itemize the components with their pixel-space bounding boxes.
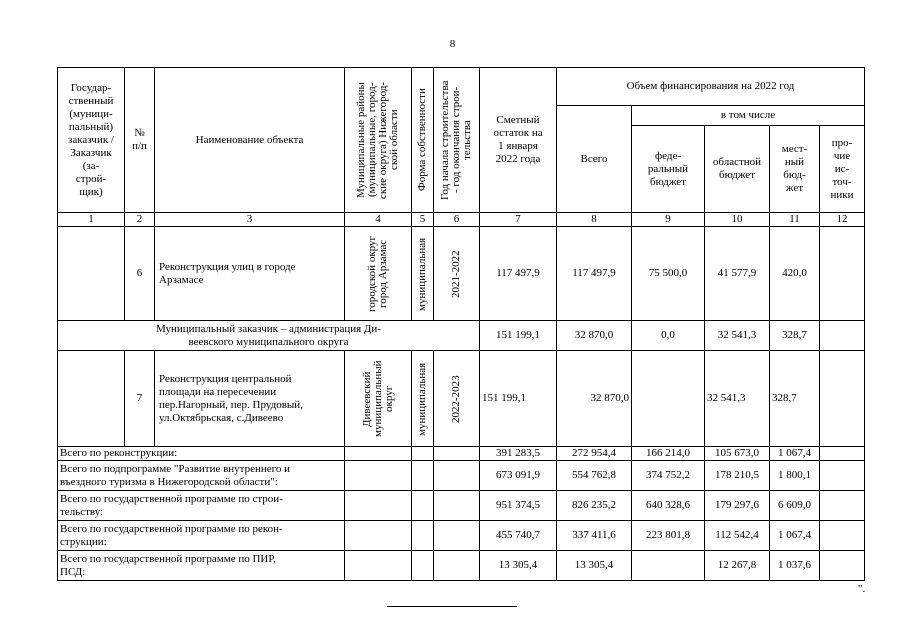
local-value: 1 067,4 (770, 521, 820, 551)
total-row (58, 521, 865, 551)
balance-value: 391 283,5 (480, 447, 557, 461)
regional-value: 179 297,6 (705, 491, 770, 521)
header-including: в том числе (632, 106, 865, 126)
local-value: 420,0 (770, 227, 820, 321)
total-label: Всего по государственной программе по ПИР, ПСД: (58, 551, 345, 581)
federal-value: 374 752,2 (632, 461, 705, 491)
other-value (820, 321, 865, 351)
total-label: Всего по подпрограмме "Развитие внутреннего и въездного туризма в Нижегородской области": (58, 461, 345, 491)
regional-value: 32 541,3 (705, 351, 770, 447)
federal-value (632, 351, 705, 447)
regional-value: 178 210,5 (705, 461, 770, 491)
header-customer: Государ- ственный (муници- пальный) заказчик / Заказчик (за- строй- щик) (58, 68, 125, 213)
regional-value: 112 542,4 (705, 521, 770, 551)
total-row (58, 491, 865, 521)
total-value: 32 870,0 (557, 321, 632, 351)
header-regional: областной бюджет (705, 126, 770, 213)
balance-value: 117 497,9 (480, 227, 557, 321)
federal-value: 166 214,0 (632, 447, 705, 461)
page-number: 8 (449, 38, 456, 50)
balance-value: 455 740,7 (480, 521, 557, 551)
other-value (820, 447, 865, 461)
col-number: 10 (705, 213, 770, 227)
header-other: про- чие ис- точ- ники (820, 126, 865, 213)
regional-value: 105 673,0 (705, 447, 770, 461)
footer-rule (387, 606, 517, 607)
total-label: Всего по государственной программе по рекон- струкции: (58, 521, 345, 551)
local-value: 1 067,4 (770, 447, 820, 461)
local-value: 1 800,1 (770, 461, 820, 491)
local-value: 328,7 (770, 351, 820, 447)
object-name: Реконструкция улиц в городе Арзамасе (155, 227, 345, 321)
col-number: 8 (557, 213, 632, 227)
ownership-form: муниципальная (416, 361, 428, 436)
row-number: 7 (125, 351, 155, 447)
col-number: 12 (820, 213, 865, 227)
total-label: Всего по государственной программе по строи- тельству: (58, 491, 345, 521)
header-districts: Муниципальные районы (муниципальные, город- ские округа) Нижегород- ской области (355, 81, 400, 199)
district-name: городской округ город Арзамас (366, 235, 389, 312)
table-row-7 (58, 351, 865, 447)
header-total: Всего (557, 106, 632, 213)
col-number: 9 (632, 213, 705, 227)
regional-value: 41 577,9 (705, 227, 770, 321)
closing-quote-mark: ". (858, 583, 866, 595)
other-value (820, 521, 865, 551)
other-value (820, 551, 865, 581)
other-value (820, 227, 865, 321)
federal-value: 0,0 (632, 321, 705, 351)
header-balance: Сметный остаток на 1 января 2022 года (480, 68, 557, 213)
total-value: 826 235,2 (557, 491, 632, 521)
column-number-row (58, 213, 865, 227)
federal-value (632, 551, 705, 581)
customer-row-divevo (58, 321, 865, 351)
construction-years: 2021-2022 (450, 249, 462, 298)
balance-value: 13 305,4 (480, 551, 557, 581)
header-ownership: Форма собственности (416, 88, 428, 192)
col-number: 1 (58, 213, 125, 227)
total-label: Всего по реконструкции: (58, 447, 345, 461)
header-num: № п/п (125, 68, 155, 213)
other-value (820, 491, 865, 521)
federal-value: 640 328,6 (632, 491, 705, 521)
balance-value: 151 199,1 (480, 351, 557, 447)
header-local: мест- ный бюд- жет (770, 126, 820, 213)
col-number: 3 (155, 213, 345, 227)
regional-value: 32 541,3 (705, 321, 770, 351)
balance-value: 951 374,5 (480, 491, 557, 521)
header-funding: Объем финансирования на 2022 год (557, 68, 865, 106)
ownership-form: муниципальная (416, 236, 428, 311)
header-federal: феде- ральный бюджет (632, 126, 705, 213)
row-number: 6 (125, 227, 155, 321)
total-value: 13 305,4 (557, 551, 632, 581)
federal-value: 223 801,8 (632, 521, 705, 551)
local-value: 1 037,6 (770, 551, 820, 581)
federal-value: 75 500,0 (632, 227, 705, 321)
total-value: 32 870,0 (557, 351, 632, 447)
col-number: 6 (434, 213, 480, 227)
total-value: 272 954,4 (557, 447, 632, 461)
total-row (58, 447, 865, 461)
table-row-6 (58, 227, 865, 321)
col-number: 2 (125, 213, 155, 227)
district-name: Дивеевский муниципальный округ (360, 360, 395, 437)
col-number: 5 (412, 213, 434, 227)
local-value: 328,7 (770, 321, 820, 351)
regional-value: 12 267,8 (705, 551, 770, 581)
header-object: Наименование объекта (155, 68, 345, 213)
col-number: 7 (480, 213, 557, 227)
col-number: 4 (345, 213, 412, 227)
total-value: 554 762,8 (557, 461, 632, 491)
total-value: 117 497,9 (557, 227, 632, 321)
local-value: 6 609,0 (770, 491, 820, 521)
col-number: 11 (770, 213, 820, 227)
header-years: Год начала строительства - год окончания строи- тельства (439, 80, 473, 200)
total-value: 337 411,6 (557, 521, 632, 551)
other-value (820, 351, 865, 447)
financing-table (57, 67, 865, 581)
object-name: Реконструкция центральной площади на пересечении пер.Нагорный, пер. Прудовый, ул.Октябрьская, с.Дивеево (155, 351, 345, 447)
balance-value: 151 199,1 (480, 321, 557, 351)
total-row (58, 551, 865, 581)
customer-label: Муниципальный заказчик – администрация Ди- веевского муниципального округа (58, 321, 480, 351)
construction-years: 2022-2023 (450, 374, 462, 423)
other-value (820, 461, 865, 491)
total-row (58, 461, 865, 491)
balance-value: 673 091,9 (480, 461, 557, 491)
